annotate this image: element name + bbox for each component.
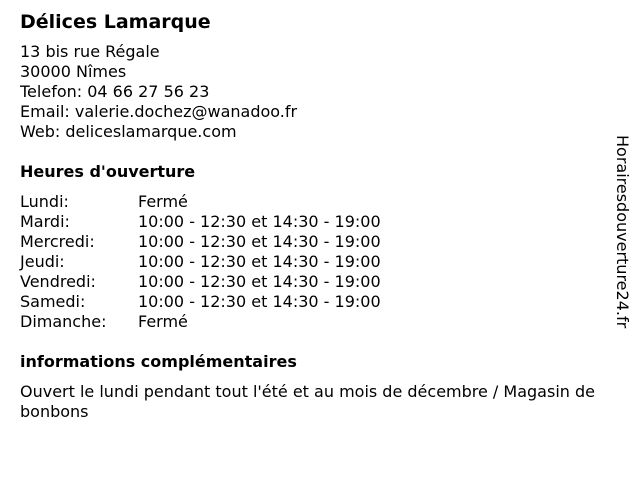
hours-row-vendredi [20, 272, 610, 292]
business-name: Délices Lamarque [20, 11, 211, 33]
hours-day: Mercredi: [20, 232, 95, 251]
hours-time: Fermé [138, 192, 188, 211]
hours-row-jeudi [20, 252, 610, 272]
hours-day: Lundi: [20, 192, 69, 211]
web-line: Web: deliceslamarque.com [20, 122, 237, 141]
hours-day: Mardi: [20, 212, 70, 231]
hours-time: 10:00 - 12:30 et 14:30 - 19:00 [138, 252, 381, 271]
hours-row-lundi [20, 192, 610, 212]
info-text: Ouvert le lundi pendant tout l'été et au mois de décembre / Magasin de bonbons [20, 382, 595, 421]
address-city: 30000 Nîmes [20, 62, 127, 81]
hours-time: 10:00 - 12:30 et 14:30 - 19:00 [138, 292, 381, 311]
hours-day: Dimanche: [20, 312, 107, 331]
hours-time: 10:00 - 12:30 et 14:30 - 19:00 [138, 272, 381, 291]
hours-row-mardi [20, 212, 610, 232]
hours-day: Vendredi: [20, 272, 96, 291]
hours-title: Heures d'ouverture [20, 162, 196, 181]
business-card [20, 10, 610, 422]
hours-row-samedi [20, 292, 610, 312]
address-street: 13 bis rue Régale [20, 42, 160, 61]
site-watermark: Horairesdouverture24.fr [613, 135, 632, 329]
hours-time: Fermé [138, 312, 188, 331]
hours-row-dimanche [20, 312, 610, 332]
hours-table [20, 192, 610, 332]
hours-day: Samedi: [20, 292, 86, 311]
info-title: informations complémentaires [20, 352, 297, 371]
email-line: Email: valerie.dochez@wanadoo.fr [20, 102, 298, 121]
hours-time: 10:00 - 12:30 et 14:30 - 19:00 [138, 232, 381, 251]
hours-row-mercredi [20, 232, 610, 252]
hours-time: 10:00 - 12:30 et 14:30 - 19:00 [138, 212, 381, 231]
hours-day: Jeudi: [20, 252, 65, 271]
phone-line: Telefon: 04 66 27 56 23 [20, 82, 210, 101]
